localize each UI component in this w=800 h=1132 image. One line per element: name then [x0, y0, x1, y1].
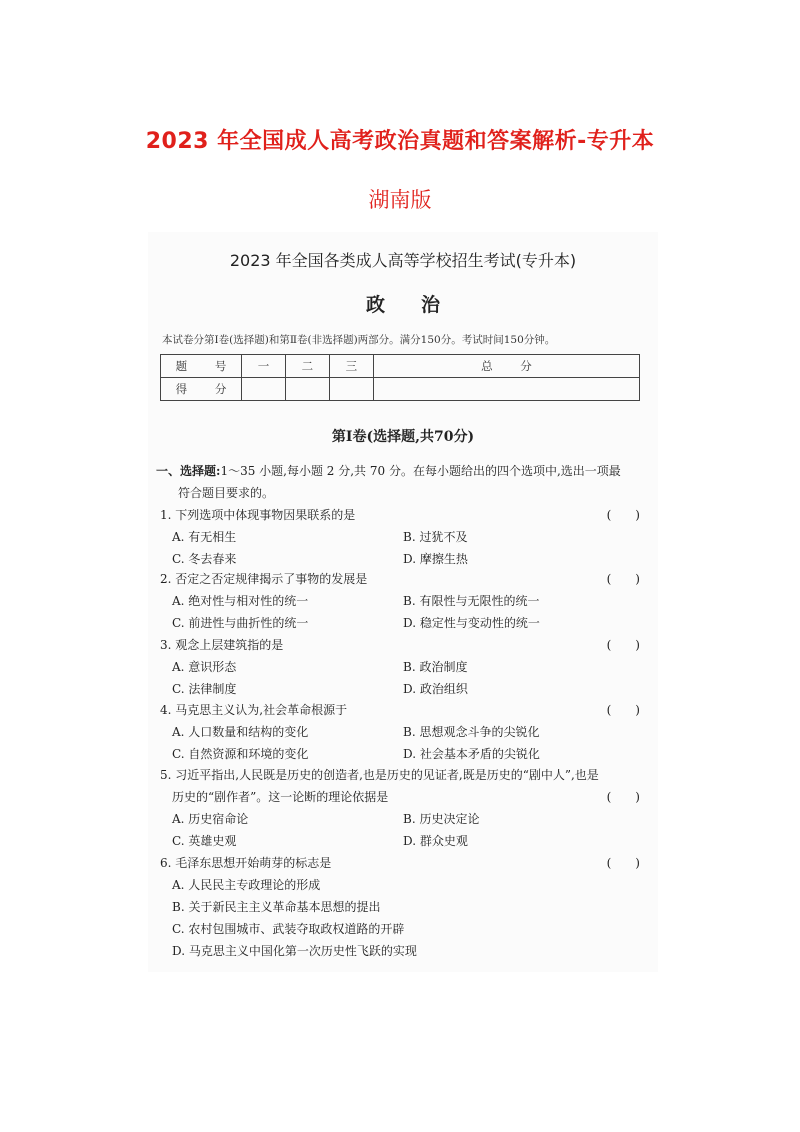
score-row-label: 得 分 [161, 378, 242, 401]
question-stem: 3. 观念上层建筑指的是 [160, 638, 284, 652]
exam-instructions: 本试卷分第Ⅰ卷(选择题)和第Ⅱ卷(非选择题)两部分。满分150分。考试时间150分钟。 [162, 334, 556, 346]
score-blank-1[interactable] [242, 378, 286, 401]
score-cell-total: 总 分 [373, 355, 639, 378]
score-cell-label: 题 号 [161, 355, 242, 378]
option-a[interactable]: A. 人民民主专政理论的形成 [172, 878, 321, 892]
question-5 [160, 764, 646, 852]
section-instr-text: 1～35 小题,每小题 2 分,共 70 分。在每小题给出的四个选项中,选出一项最 [220, 464, 621, 478]
score-blank-2[interactable] [285, 378, 329, 401]
score-cell-part1: 一 [242, 355, 286, 378]
score-table-header-row [161, 355, 640, 378]
exam-subject: 政治 [365, 294, 476, 316]
option-b[interactable]: B. 关于新民主主义革命基本思想的提出 [172, 900, 381, 914]
question-stem: 5. 习近平指出,人民既是历史的创造者,也是历史的见证者,既是历史的“剧中人”,也是 [160, 768, 599, 782]
option-c[interactable]: C. 农村包围城市、武装夺取政权道路的开辟 [172, 922, 405, 936]
section-instructions [156, 460, 646, 504]
question-3 [160, 634, 646, 700]
score-blank-total[interactable] [373, 378, 639, 401]
option-d[interactable]: D. 马克思主义中国化第一次历史性飞跃的实现 [172, 944, 417, 958]
answer-blank[interactable]: ( ) [606, 572, 640, 586]
option-c[interactable]: C. 自然资源和环境的变化 [172, 747, 309, 761]
score-table [160, 354, 640, 401]
option-d[interactable]: D. 社会基本矛盾的尖锐化 [403, 747, 540, 761]
option-c[interactable]: C. 前进性与曲折性的统一 [172, 616, 309, 630]
answer-blank[interactable]: ( ) [606, 790, 640, 804]
question-1 [160, 504, 646, 570]
option-a[interactable]: A. 历史宿命论 [172, 812, 249, 826]
section-title: 第Ⅰ卷(选择题,共70分) [331, 429, 475, 445]
option-a[interactable]: A. 有无相生 [172, 530, 237, 544]
option-d[interactable]: D. 群众史观 [403, 834, 468, 848]
option-d[interactable]: D. 政治组织 [403, 682, 468, 696]
option-b[interactable]: B. 过犹不及 [403, 530, 468, 544]
question-2 [160, 568, 646, 634]
answer-blank[interactable]: ( ) [606, 856, 640, 870]
option-a[interactable]: A. 人口数量和结构的变化 [172, 725, 309, 739]
option-a[interactable]: A. 绝对性与相对性的统一 [172, 594, 309, 608]
option-a[interactable]: A. 意识形态 [172, 660, 237, 674]
scanned-exam-page [148, 232, 658, 972]
document-subtitle: 湖南版 [368, 188, 432, 212]
question-stem-continued: 历史的“剧作者”。这一论断的理论依据是 [172, 790, 389, 804]
question-stem: 2. 否定之否定规律揭示了事物的发展是 [160, 572, 368, 586]
option-b[interactable]: B. 历史决定论 [403, 812, 480, 826]
answer-blank[interactable]: ( ) [606, 508, 640, 522]
question-stem: 4. 马克思主义认为,社会革命根源于 [160, 703, 348, 717]
exam-title: 2023 年全国各类成人高等学校招生考试(专升本) [229, 251, 577, 270]
section-instr-text2: 符合题目要求的。 [178, 486, 275, 500]
option-b[interactable]: B. 有限性与无限性的统一 [403, 594, 540, 608]
question-4 [160, 699, 646, 765]
option-c[interactable]: C. 法律制度 [172, 682, 237, 696]
score-table-score-row [161, 378, 640, 401]
option-c[interactable]: C. 英雄史观 [172, 834, 237, 848]
question-6 [160, 852, 646, 962]
question-stem: 6. 毛泽东思想开始萌芽的标志是 [160, 856, 332, 870]
question-stem: 1. 下列选项中体现事物因果联系的是 [160, 508, 356, 522]
answer-blank[interactable]: ( ) [606, 703, 640, 717]
option-b[interactable]: B. 政治制度 [403, 660, 468, 674]
answer-blank[interactable]: ( ) [606, 638, 640, 652]
option-c[interactable]: C. 冬去春来 [172, 552, 237, 566]
option-d[interactable]: D. 摩擦生热 [403, 552, 468, 566]
document-title: 2023 年全国成人高考政治真题和答案解析-专升本 [145, 129, 655, 154]
score-cell-part3: 三 [329, 355, 373, 378]
option-b[interactable]: B. 思想观念斗争的尖锐化 [403, 725, 540, 739]
score-cell-part2: 二 [285, 355, 329, 378]
option-d[interactable]: D. 稳定性与变动性的统一 [403, 616, 540, 630]
score-blank-3[interactable] [329, 378, 373, 401]
section-instr-label: 一、选择题: [156, 464, 221, 478]
